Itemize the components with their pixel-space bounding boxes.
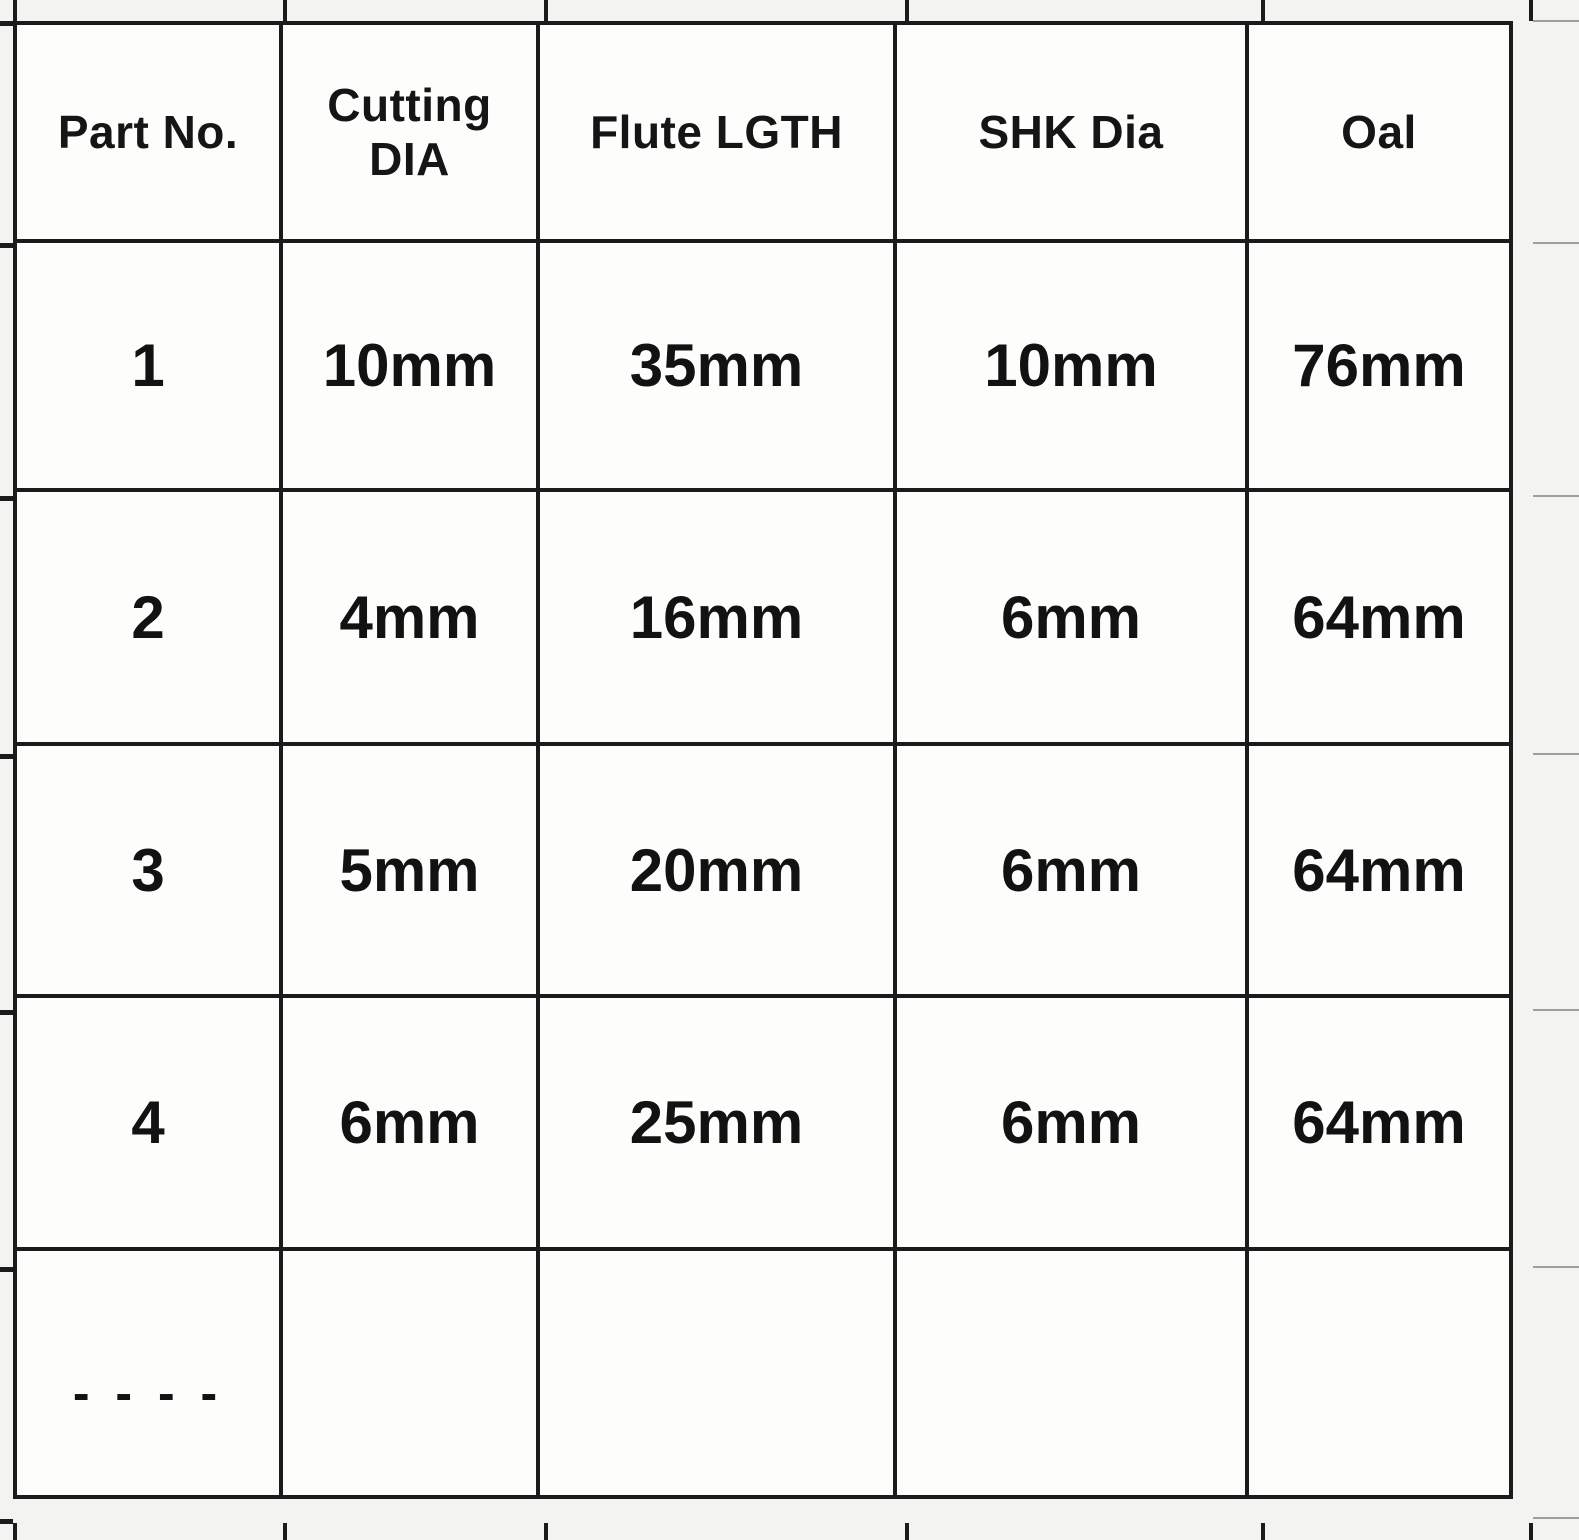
cell-part-no: 4 [15,996,281,1249]
right-light-grid-line [1533,242,1579,244]
right-light-grid-line [1533,1517,1579,1519]
cell-shk-dia [895,1249,1247,1497]
right-light-grid-line [1533,1009,1579,1011]
ellipsis-dashes: - - - - [72,1364,224,1421]
top-grid-stub [905,0,909,21]
left-grid-stub [0,1519,13,1524]
top-grid-stub [283,0,287,21]
cell-part-no: 3 [15,744,281,996]
column-header-shk-dia: SHK Dia [895,23,1247,241]
cell-oal: 64mm [1247,490,1511,744]
cell-flute-lgth: 25mm [538,996,895,1249]
cell-part-no: 1 [15,241,281,490]
table-row-3 [15,744,1511,996]
column-header-oal: Oal [1247,23,1511,241]
column-header-cutting-dia: Cutting DIA [281,23,538,241]
right-light-grid-line [1533,20,1579,22]
cell-shk-dia: 6mm [895,996,1247,1249]
top-grid-stub [13,0,17,21]
cell-flute-lgth: 16mm [538,490,895,744]
cell-shk-dia: 6mm [895,744,1247,996]
cell-cutting-dia: 5mm [281,744,538,996]
left-grid-stub [0,1267,13,1272]
top-grid-stub [1261,0,1265,21]
table-row-2 [15,490,1511,744]
top-grid-stub [1529,0,1533,21]
top-grid-stub [544,0,548,21]
cell-flute-lgth: 35mm [538,241,895,490]
parts-spec-table [13,21,1513,1499]
cell-cutting-dia: 4mm [281,490,538,744]
bottom-grid-stub [283,1523,287,1540]
cell-flute-lgth [538,1249,895,1497]
cell-cutting-dia: 10mm [281,241,538,490]
cell-shk-dia: 6mm [895,490,1247,744]
cell-part-no: 2 [15,490,281,744]
left-grid-stub [0,243,13,248]
cell-cutting-dia [281,1249,538,1497]
cell-oal: 64mm [1247,996,1511,1249]
table-row-ellipsis [15,1249,1511,1497]
left-grid-stub [0,754,13,759]
right-light-grid-line [1533,495,1579,497]
bottom-grid-stub [1261,1523,1265,1540]
cell-cutting-dia: 6mm [281,996,538,1249]
cell-flute-lgth: 20mm [538,744,895,996]
right-light-grid-line [1533,753,1579,755]
table-row-4 [15,996,1511,1249]
column-header-flute-lgth: Flute LGTH [538,23,895,241]
right-light-grid-line [1533,1266,1579,1268]
bottom-grid-stub [905,1523,909,1540]
left-grid-stub [0,496,13,501]
bottom-grid-stub [1529,1523,1533,1540]
cell-oal: 64mm [1247,744,1511,996]
cell-part-no-ellipsis [15,1249,281,1497]
bottom-grid-stub [13,1523,17,1540]
left-grid-stub [0,1010,13,1015]
header-row [15,23,1511,241]
column-header-part-no: Part No. [15,23,281,241]
table-row-1 [15,241,1511,490]
cell-shk-dia: 10mm [895,241,1247,490]
cell-oal [1247,1249,1511,1497]
cell-oal: 76mm [1247,241,1511,490]
bottom-grid-stub [544,1523,548,1540]
left-grid-stub [0,21,13,26]
